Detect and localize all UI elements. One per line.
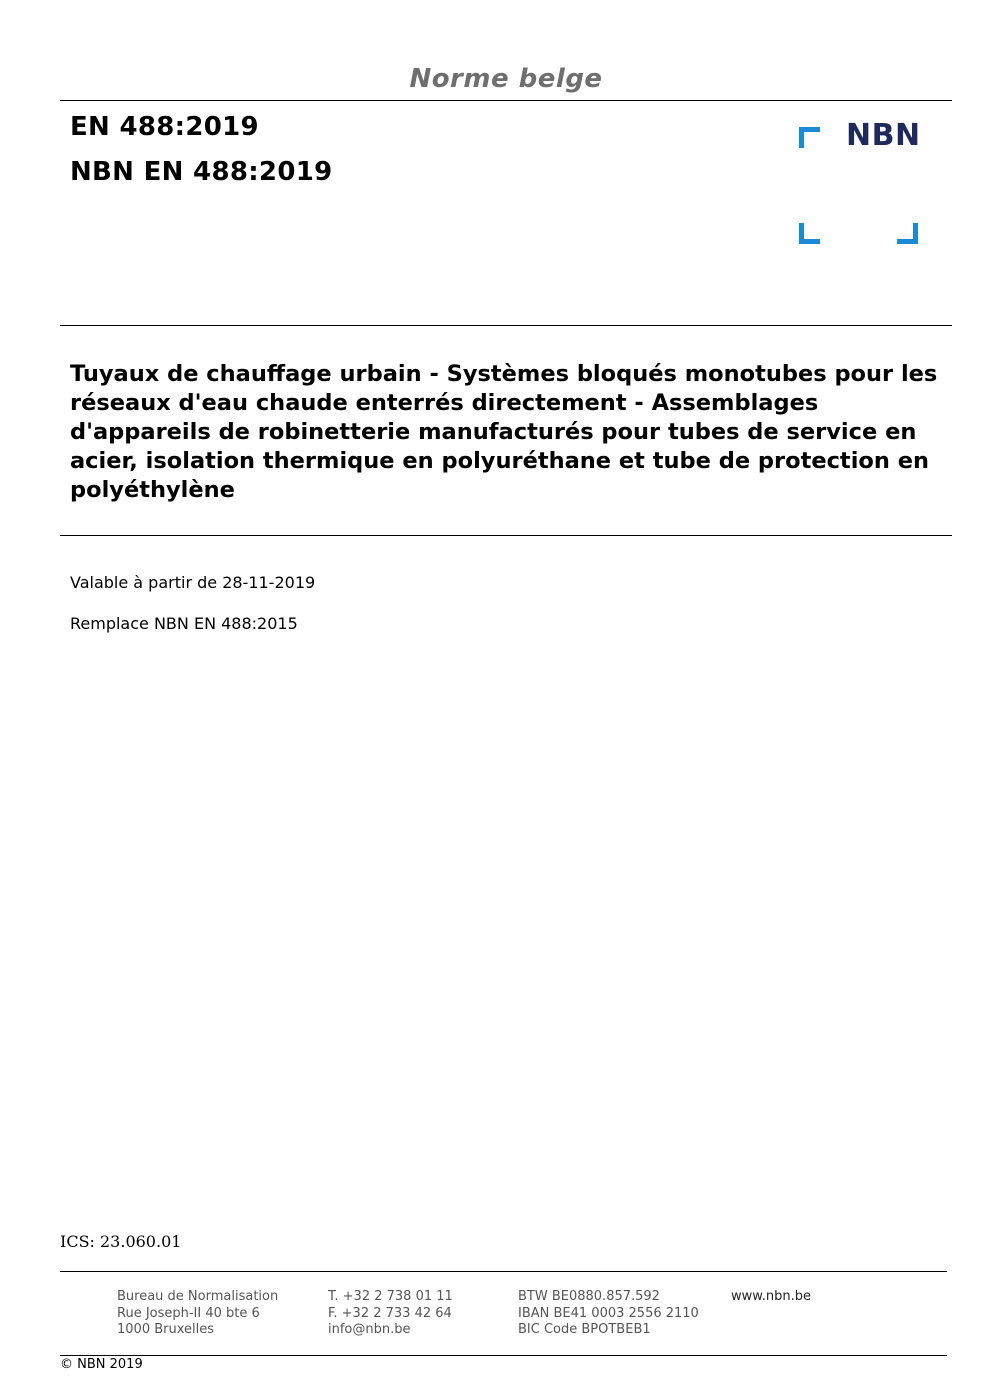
ics-code: ICS: 23.060.01 [60,1232,182,1251]
validity-date: Valable à partir de 28-11-2019 [70,573,316,592]
logo-corner-bottom-right [897,223,918,244]
national-standard-code: NBN EN 488:2019 [70,157,333,187]
standard-code: EN 488:2019 [70,112,259,142]
footer-phone: T. +32 2 738 01 11 [328,1289,453,1304]
footer-contact [328,1289,453,1339]
document-type-label: Norme belge [409,64,603,94]
footer-top-rule [60,1271,947,1272]
website-link[interactable]: www.nbn.be [731,1289,811,1304]
copyright-notice: © NBN 2019 [60,1357,143,1372]
document-title: Tuyaux de chauffage urbain - Systèmes bloqués monotubes pour les réseaux d'eau chaude enterrés directement - Assemblages d'appareils de robinetterie manufacturés pour tubes de service en acier, isolation thermique en polyuréthane et tube de protection en polyéthylène [70,361,938,503]
footer-address-line: Bureau de Normalisation [117,1289,279,1304]
logo-corner-bottom-left [799,223,820,244]
footer-iban: IBAN BE41 0003 2556 2110 [518,1305,699,1321]
footer-website [731,1289,811,1306]
footer-bic: BIC Code BPOTBEB1 [518,1322,651,1337]
footer-fax: F. +32 2 733 42 64 [328,1305,452,1321]
logo-text: NBN [846,118,921,153]
title-top-rule [60,325,952,326]
footer-address [117,1289,278,1339]
footer-address-line: 1000 Bruxelles [117,1322,215,1337]
replaces-note: Remplace NBN EN 488:2015 [70,614,298,633]
footer-bottom-rule [60,1355,947,1356]
title-bottom-rule [60,535,952,536]
footer-vat: BTW BE0880.857.592 [518,1289,660,1304]
footer-email: info@nbn.be [328,1322,411,1337]
header-rule [60,100,952,101]
logo-corner-top-left [799,127,820,148]
footer-address-line: Rue Joseph-II 40 bte 6 [117,1305,260,1321]
footer-bank [518,1289,699,1339]
